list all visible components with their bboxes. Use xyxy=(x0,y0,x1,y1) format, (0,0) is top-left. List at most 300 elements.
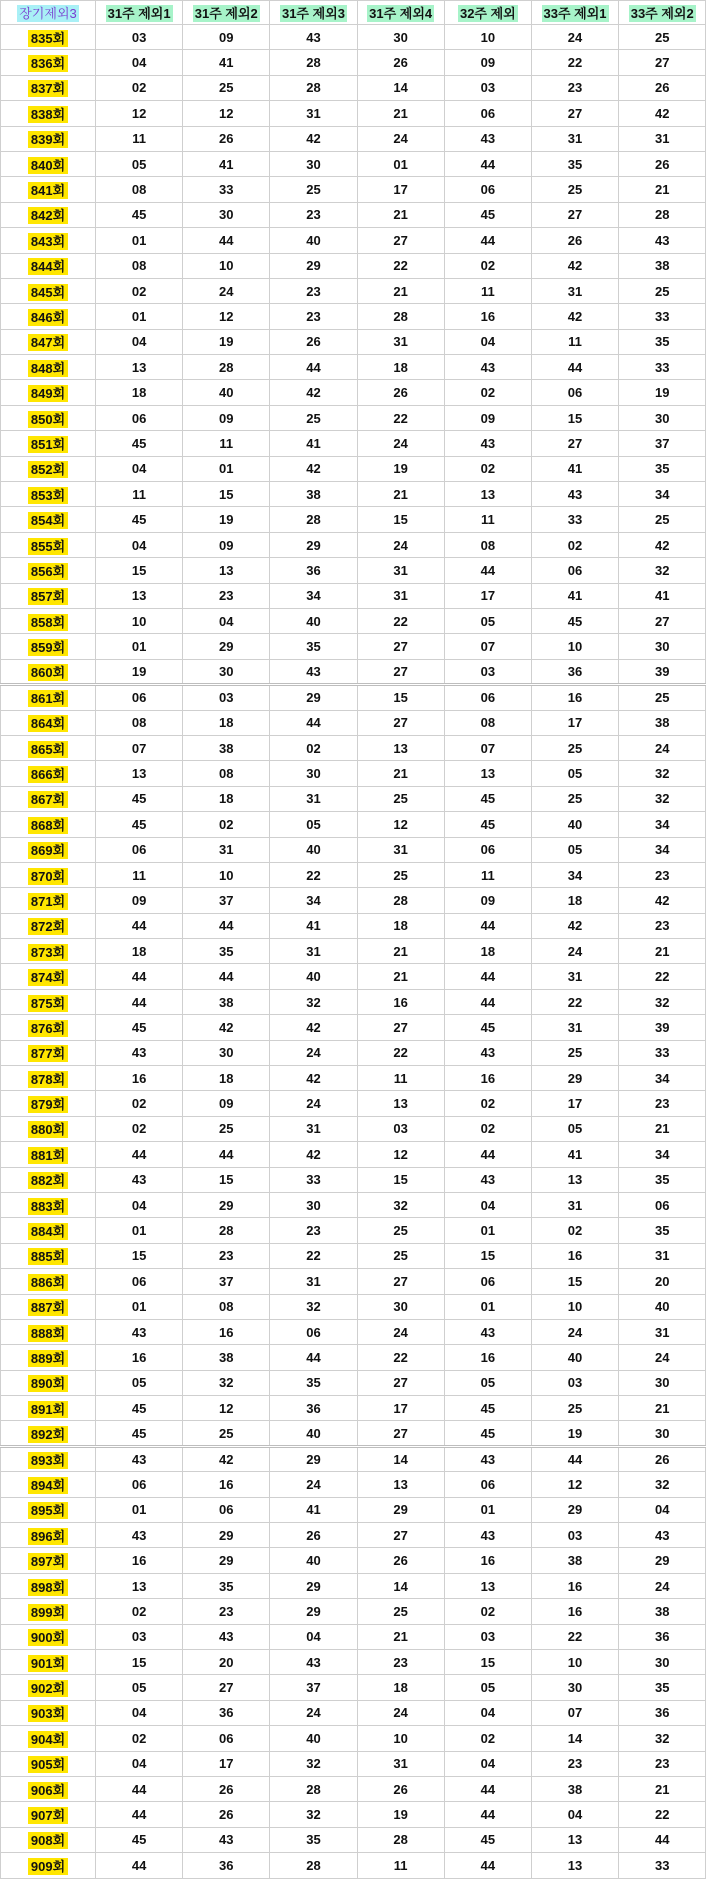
round-cell[interactable] xyxy=(1,1218,96,1243)
number-cell[interactable]: 42 xyxy=(531,913,618,938)
number-cell[interactable]: 27 xyxy=(357,1269,444,1294)
number-cell[interactable]: 11 xyxy=(357,1066,444,1091)
number-cell[interactable]: 13 xyxy=(96,761,183,786)
number-cell[interactable]: 06 xyxy=(96,685,183,710)
number-cell[interactable]: 43 xyxy=(531,482,618,507)
number-cell[interactable]: 38 xyxy=(183,989,270,1014)
number-cell[interactable]: 02 xyxy=(96,1726,183,1751)
number-cell[interactable]: 23 xyxy=(270,202,357,227)
number-cell[interactable]: 09 xyxy=(96,888,183,913)
number-cell[interactable]: 45 xyxy=(96,812,183,837)
number-cell[interactable]: 21 xyxy=(357,482,444,507)
number-cell[interactable]: 21 xyxy=(619,939,706,964)
header-week32-exclude[interactable] xyxy=(444,1,531,25)
number-cell[interactable]: 04 xyxy=(96,456,183,481)
number-cell[interactable]: 31 xyxy=(357,837,444,862)
number-cell[interactable]: 18 xyxy=(531,888,618,913)
number-cell[interactable]: 19 xyxy=(531,1421,618,1446)
round-cell[interactable] xyxy=(1,786,96,811)
number-cell[interactable]: 43 xyxy=(270,659,357,684)
number-cell[interactable]: 43 xyxy=(270,1650,357,1675)
number-cell[interactable]: 24 xyxy=(270,1472,357,1497)
number-cell[interactable]: 44 xyxy=(183,228,270,253)
number-cell[interactable]: 43 xyxy=(270,25,357,50)
number-cell[interactable]: 06 xyxy=(96,837,183,862)
number-cell[interactable]: 01 xyxy=(183,456,270,481)
round-cell[interactable] xyxy=(1,1319,96,1344)
number-cell[interactable]: 44 xyxy=(444,1776,531,1801)
number-cell[interactable]: 35 xyxy=(270,1370,357,1395)
number-cell[interactable]: 04 xyxy=(183,608,270,633)
number-cell[interactable]: 36 xyxy=(531,659,618,684)
number-cell[interactable]: 18 xyxy=(96,939,183,964)
number-cell[interactable]: 26 xyxy=(619,1446,706,1471)
number-cell[interactable]: 26 xyxy=(183,1776,270,1801)
round-cell[interactable] xyxy=(1,1700,96,1725)
number-cell[interactable]: 40 xyxy=(270,964,357,989)
number-cell[interactable]: 30 xyxy=(183,659,270,684)
number-cell[interactable]: 44 xyxy=(96,1853,183,1878)
number-cell[interactable]: 02 xyxy=(444,456,531,481)
number-cell[interactable]: 35 xyxy=(270,1827,357,1852)
round-cell[interactable] xyxy=(1,1573,96,1598)
number-cell[interactable]: 07 xyxy=(96,735,183,760)
number-cell[interactable]: 45 xyxy=(444,202,531,227)
number-cell[interactable]: 27 xyxy=(531,101,618,126)
number-cell[interactable]: 18 xyxy=(357,913,444,938)
number-cell[interactable]: 11 xyxy=(357,1853,444,1878)
number-cell[interactable]: 25 xyxy=(531,735,618,760)
number-cell[interactable]: 26 xyxy=(531,228,618,253)
number-cell[interactable]: 01 xyxy=(96,1497,183,1522)
number-cell[interactable]: 35 xyxy=(619,329,706,354)
number-cell[interactable]: 42 xyxy=(270,456,357,481)
number-cell[interactable]: 29 xyxy=(357,1497,444,1522)
number-cell[interactable]: 13 xyxy=(357,1472,444,1497)
number-cell[interactable]: 23 xyxy=(619,862,706,887)
number-cell[interactable]: 19 xyxy=(619,380,706,405)
number-cell[interactable]: 33 xyxy=(619,355,706,380)
number-cell[interactable]: 35 xyxy=(270,634,357,659)
number-cell[interactable]: 05 xyxy=(444,1370,531,1395)
round-cell[interactable] xyxy=(1,1345,96,1370)
round-cell[interactable] xyxy=(1,735,96,760)
number-cell[interactable]: 25 xyxy=(531,177,618,202)
number-cell[interactable]: 43 xyxy=(444,431,531,456)
number-cell[interactable]: 24 xyxy=(619,735,706,760)
number-cell[interactable]: 22 xyxy=(357,608,444,633)
number-cell[interactable]: 29 xyxy=(183,1523,270,1548)
number-cell[interactable]: 04 xyxy=(444,1192,531,1217)
number-cell[interactable]: 02 xyxy=(531,532,618,557)
round-cell[interactable] xyxy=(1,405,96,430)
number-cell[interactable]: 04 xyxy=(96,50,183,75)
number-cell[interactable]: 45 xyxy=(444,786,531,811)
number-cell[interactable]: 38 xyxy=(183,735,270,760)
number-cell[interactable]: 13 xyxy=(531,1827,618,1852)
number-cell[interactable]: 28 xyxy=(270,75,357,100)
number-cell[interactable]: 31 xyxy=(357,329,444,354)
round-cell[interactable] xyxy=(1,685,96,710)
number-cell[interactable]: 36 xyxy=(270,1396,357,1421)
number-cell[interactable]: 43 xyxy=(444,1446,531,1471)
number-cell[interactable]: 28 xyxy=(183,355,270,380)
number-cell[interactable]: 24 xyxy=(619,1573,706,1598)
number-cell[interactable]: 03 xyxy=(531,1370,618,1395)
number-cell[interactable]: 16 xyxy=(357,989,444,1014)
number-cell[interactable]: 24 xyxy=(531,25,618,50)
number-cell[interactable]: 31 xyxy=(531,126,618,151)
number-cell[interactable]: 31 xyxy=(357,1751,444,1776)
number-cell[interactable]: 43 xyxy=(183,1827,270,1852)
round-cell[interactable] xyxy=(1,431,96,456)
number-cell[interactable]: 27 xyxy=(357,1421,444,1446)
number-cell[interactable]: 15 xyxy=(183,482,270,507)
number-cell[interactable]: 06 xyxy=(444,1472,531,1497)
number-cell[interactable]: 27 xyxy=(357,710,444,735)
number-cell[interactable]: 22 xyxy=(531,1624,618,1649)
number-cell[interactable]: 38 xyxy=(619,1599,706,1624)
number-cell[interactable]: 02 xyxy=(96,1599,183,1624)
number-cell[interactable]: 20 xyxy=(183,1650,270,1675)
number-cell[interactable]: 05 xyxy=(96,1370,183,1395)
number-cell[interactable]: 11 xyxy=(96,862,183,887)
number-cell[interactable]: 34 xyxy=(270,888,357,913)
number-cell[interactable]: 33 xyxy=(531,507,618,532)
number-cell[interactable]: 37 xyxy=(270,1675,357,1700)
number-cell[interactable]: 19 xyxy=(357,456,444,481)
number-cell[interactable]: 13 xyxy=(444,482,531,507)
number-cell[interactable]: 22 xyxy=(270,1243,357,1268)
header-week33-exclude1[interactable] xyxy=(531,1,618,25)
number-cell[interactable]: 12 xyxy=(357,1142,444,1167)
number-cell[interactable]: 30 xyxy=(183,202,270,227)
number-cell[interactable]: 15 xyxy=(357,685,444,710)
number-cell[interactable]: 09 xyxy=(183,532,270,557)
round-cell[interactable] xyxy=(1,1472,96,1497)
number-cell[interactable]: 44 xyxy=(96,989,183,1014)
number-cell[interactable]: 15 xyxy=(444,1650,531,1675)
number-cell[interactable]: 33 xyxy=(619,1853,706,1878)
round-cell[interactable] xyxy=(1,75,96,100)
round-cell[interactable] xyxy=(1,532,96,557)
number-cell[interactable]: 28 xyxy=(357,304,444,329)
number-cell[interactable]: 44 xyxy=(96,1776,183,1801)
number-cell[interactable]: 40 xyxy=(531,1345,618,1370)
number-cell[interactable]: 11 xyxy=(183,431,270,456)
number-cell[interactable]: 06 xyxy=(96,1472,183,1497)
number-cell[interactable]: 43 xyxy=(619,1523,706,1548)
round-cell[interactable] xyxy=(1,989,96,1014)
number-cell[interactable]: 21 xyxy=(357,939,444,964)
number-cell[interactable]: 05 xyxy=(96,1675,183,1700)
number-cell[interactable]: 08 xyxy=(444,710,531,735)
number-cell[interactable]: 10 xyxy=(183,862,270,887)
round-cell[interactable] xyxy=(1,1675,96,1700)
number-cell[interactable]: 03 xyxy=(444,75,531,100)
round-cell[interactable] xyxy=(1,913,96,938)
number-cell[interactable]: 22 xyxy=(357,1040,444,1065)
number-cell[interactable]: 06 xyxy=(96,1269,183,1294)
number-cell[interactable]: 11 xyxy=(444,278,531,303)
number-cell[interactable]: 14 xyxy=(357,75,444,100)
number-cell[interactable]: 03 xyxy=(444,1624,531,1649)
round-cell[interactable] xyxy=(1,278,96,303)
number-cell[interactable]: 01 xyxy=(96,634,183,659)
number-cell[interactable]: 37 xyxy=(183,888,270,913)
number-cell[interactable]: 32 xyxy=(619,558,706,583)
number-cell[interactable]: 16 xyxy=(531,1243,618,1268)
number-cell[interactable]: 01 xyxy=(96,228,183,253)
number-cell[interactable]: 24 xyxy=(357,431,444,456)
number-cell[interactable]: 30 xyxy=(270,1192,357,1217)
number-cell[interactable]: 33 xyxy=(183,177,270,202)
number-cell[interactable]: 21 xyxy=(357,1624,444,1649)
number-cell[interactable]: 08 xyxy=(183,1294,270,1319)
number-cell[interactable]: 44 xyxy=(444,1142,531,1167)
number-cell[interactable]: 32 xyxy=(357,1192,444,1217)
number-cell[interactable]: 22 xyxy=(531,50,618,75)
round-cell[interactable] xyxy=(1,837,96,862)
number-cell[interactable]: 32 xyxy=(270,1294,357,1319)
number-cell[interactable]: 04 xyxy=(96,532,183,557)
number-cell[interactable]: 02 xyxy=(444,1091,531,1116)
number-cell[interactable]: 43 xyxy=(96,1319,183,1344)
round-cell[interactable] xyxy=(1,1192,96,1217)
number-cell[interactable]: 44 xyxy=(183,1142,270,1167)
number-cell[interactable]: 25 xyxy=(270,177,357,202)
number-cell[interactable]: 23 xyxy=(357,1650,444,1675)
number-cell[interactable]: 03 xyxy=(96,25,183,50)
number-cell[interactable]: 29 xyxy=(270,1573,357,1598)
number-cell[interactable]: 26 xyxy=(270,1523,357,1548)
number-cell[interactable]: 27 xyxy=(357,1370,444,1395)
number-cell[interactable]: 44 xyxy=(183,964,270,989)
number-cell[interactable]: 25 xyxy=(531,786,618,811)
number-cell[interactable]: 31 xyxy=(270,939,357,964)
number-cell[interactable]: 42 xyxy=(619,888,706,913)
number-cell[interactable]: 06 xyxy=(96,405,183,430)
number-cell[interactable]: 06 xyxy=(444,837,531,862)
number-cell[interactable]: 01 xyxy=(444,1497,531,1522)
number-cell[interactable]: 25 xyxy=(357,1599,444,1624)
number-cell[interactable]: 38 xyxy=(531,1548,618,1573)
number-cell[interactable]: 03 xyxy=(183,685,270,710)
number-cell[interactable]: 16 xyxy=(531,1599,618,1624)
number-cell[interactable]: 35 xyxy=(619,1167,706,1192)
number-cell[interactable]: 21 xyxy=(357,101,444,126)
number-cell[interactable]: 43 xyxy=(96,1040,183,1065)
number-cell[interactable]: 02 xyxy=(96,75,183,100)
number-cell[interactable]: 30 xyxy=(270,761,357,786)
number-cell[interactable]: 43 xyxy=(444,1167,531,1192)
number-cell[interactable]: 44 xyxy=(619,1827,706,1852)
number-cell[interactable]: 28 xyxy=(619,202,706,227)
number-cell[interactable]: 28 xyxy=(270,50,357,75)
number-cell[interactable]: 41 xyxy=(270,431,357,456)
round-cell[interactable] xyxy=(1,1142,96,1167)
number-cell[interactable]: 44 xyxy=(270,710,357,735)
number-cell[interactable]: 29 xyxy=(183,1548,270,1573)
number-cell[interactable]: 19 xyxy=(357,1802,444,1827)
number-cell[interactable]: 37 xyxy=(183,1269,270,1294)
number-cell[interactable]: 02 xyxy=(444,1599,531,1624)
number-cell[interactable]: 23 xyxy=(619,1751,706,1776)
number-cell[interactable]: 25 xyxy=(357,862,444,887)
number-cell[interactable]: 36 xyxy=(619,1624,706,1649)
number-cell[interactable]: 29 xyxy=(531,1066,618,1091)
number-cell[interactable]: 06 xyxy=(444,685,531,710)
number-cell[interactable]: 13 xyxy=(444,1573,531,1598)
number-cell[interactable]: 42 xyxy=(270,380,357,405)
number-cell[interactable]: 13 xyxy=(357,1091,444,1116)
number-cell[interactable]: 44 xyxy=(531,355,618,380)
number-cell[interactable]: 41 xyxy=(270,913,357,938)
number-cell[interactable]: 45 xyxy=(444,1015,531,1040)
number-cell[interactable]: 02 xyxy=(444,253,531,278)
number-cell[interactable]: 37 xyxy=(619,431,706,456)
header-week31-exclude4[interactable] xyxy=(357,1,444,25)
number-cell[interactable]: 06 xyxy=(270,1319,357,1344)
number-cell[interactable]: 06 xyxy=(183,1497,270,1522)
round-cell[interactable] xyxy=(1,634,96,659)
number-cell[interactable]: 09 xyxy=(183,405,270,430)
number-cell[interactable]: 17 xyxy=(531,710,618,735)
number-cell[interactable]: 10 xyxy=(183,253,270,278)
number-cell[interactable]: 31 xyxy=(531,1015,618,1040)
number-cell[interactable]: 22 xyxy=(357,1345,444,1370)
number-cell[interactable]: 25 xyxy=(619,278,706,303)
number-cell[interactable]: 26 xyxy=(270,329,357,354)
number-cell[interactable]: 44 xyxy=(96,964,183,989)
number-cell[interactable]: 40 xyxy=(531,812,618,837)
number-cell[interactable]: 25 xyxy=(531,1396,618,1421)
number-cell[interactable]: 31 xyxy=(619,1319,706,1344)
number-cell[interactable]: 44 xyxy=(444,228,531,253)
number-cell[interactable]: 44 xyxy=(444,1802,531,1827)
number-cell[interactable]: 23 xyxy=(531,1751,618,1776)
number-cell[interactable]: 19 xyxy=(183,507,270,532)
header-long-term-exclude[interactable] xyxy=(1,1,96,25)
number-cell[interactable]: 26 xyxy=(619,75,706,100)
number-cell[interactable]: 31 xyxy=(270,1116,357,1141)
round-cell[interactable] xyxy=(1,1497,96,1522)
number-cell[interactable]: 23 xyxy=(270,304,357,329)
number-cell[interactable]: 44 xyxy=(531,1446,618,1471)
number-cell[interactable]: 42 xyxy=(531,253,618,278)
number-cell[interactable]: 21 xyxy=(357,278,444,303)
number-cell[interactable]: 44 xyxy=(444,151,531,176)
number-cell[interactable]: 30 xyxy=(619,405,706,430)
number-cell[interactable]: 17 xyxy=(531,1091,618,1116)
number-cell[interactable]: 27 xyxy=(357,659,444,684)
number-cell[interactable]: 31 xyxy=(357,558,444,583)
number-cell[interactable]: 44 xyxy=(444,913,531,938)
number-cell[interactable]: 11 xyxy=(444,507,531,532)
number-cell[interactable]: 18 xyxy=(183,786,270,811)
number-cell[interactable]: 04 xyxy=(444,329,531,354)
number-cell[interactable]: 31 xyxy=(270,1269,357,1294)
number-cell[interactable]: 27 xyxy=(357,1523,444,1548)
number-cell[interactable]: 45 xyxy=(96,431,183,456)
number-cell[interactable]: 45 xyxy=(96,1421,183,1446)
number-cell[interactable]: 16 xyxy=(444,1548,531,1573)
number-cell[interactable]: 05 xyxy=(531,837,618,862)
number-cell[interactable]: 11 xyxy=(96,482,183,507)
number-cell[interactable]: 31 xyxy=(619,1243,706,1268)
number-cell[interactable]: 35 xyxy=(183,1573,270,1598)
number-cell[interactable]: 30 xyxy=(619,1421,706,1446)
number-cell[interactable]: 42 xyxy=(183,1446,270,1471)
number-cell[interactable]: 27 xyxy=(531,202,618,227)
number-cell[interactable]: 31 xyxy=(619,126,706,151)
round-cell[interactable] xyxy=(1,151,96,176)
number-cell[interactable]: 35 xyxy=(183,939,270,964)
round-cell[interactable] xyxy=(1,761,96,786)
number-cell[interactable]: 15 xyxy=(96,1243,183,1268)
round-cell[interactable] xyxy=(1,1624,96,1649)
number-cell[interactable]: 30 xyxy=(619,1370,706,1395)
number-cell[interactable]: 28 xyxy=(270,1853,357,1878)
number-cell[interactable]: 24 xyxy=(357,1700,444,1725)
number-cell[interactable]: 41 xyxy=(183,50,270,75)
number-cell[interactable]: 32 xyxy=(619,786,706,811)
round-cell[interactable] xyxy=(1,1802,96,1827)
number-cell[interactable]: 03 xyxy=(531,1523,618,1548)
number-cell[interactable]: 32 xyxy=(619,1726,706,1751)
number-cell[interactable]: 30 xyxy=(619,1650,706,1675)
number-cell[interactable]: 43 xyxy=(619,228,706,253)
number-cell[interactable]: 19 xyxy=(183,329,270,354)
number-cell[interactable]: 21 xyxy=(619,1116,706,1141)
number-cell[interactable]: 44 xyxy=(96,1802,183,1827)
number-cell[interactable]: 43 xyxy=(96,1523,183,1548)
number-cell[interactable]: 34 xyxy=(531,862,618,887)
number-cell[interactable]: 40 xyxy=(270,1726,357,1751)
round-cell[interactable] xyxy=(1,1040,96,1065)
number-cell[interactable]: 43 xyxy=(444,126,531,151)
number-cell[interactable]: 25 xyxy=(619,25,706,50)
number-cell[interactable]: 29 xyxy=(270,253,357,278)
number-cell[interactable]: 15 xyxy=(444,1243,531,1268)
number-cell[interactable]: 40 xyxy=(270,1548,357,1573)
number-cell[interactable]: 01 xyxy=(357,151,444,176)
number-cell[interactable]: 17 xyxy=(357,177,444,202)
number-cell[interactable]: 36 xyxy=(270,558,357,583)
number-cell[interactable]: 27 xyxy=(183,1675,270,1700)
number-cell[interactable]: 34 xyxy=(619,837,706,862)
number-cell[interactable]: 40 xyxy=(183,380,270,405)
round-cell[interactable] xyxy=(1,1269,96,1294)
number-cell[interactable]: 15 xyxy=(531,405,618,430)
number-cell[interactable]: 42 xyxy=(270,1066,357,1091)
number-cell[interactable]: 42 xyxy=(619,532,706,557)
number-cell[interactable]: 17 xyxy=(444,583,531,608)
number-cell[interactable]: 25 xyxy=(531,1040,618,1065)
number-cell[interactable]: 11 xyxy=(531,329,618,354)
number-cell[interactable]: 24 xyxy=(357,1319,444,1344)
number-cell[interactable]: 12 xyxy=(96,101,183,126)
number-cell[interactable]: 26 xyxy=(357,50,444,75)
number-cell[interactable]: 16 xyxy=(96,1548,183,1573)
number-cell[interactable]: 26 xyxy=(357,380,444,405)
number-cell[interactable]: 45 xyxy=(96,1015,183,1040)
number-cell[interactable]: 09 xyxy=(444,888,531,913)
number-cell[interactable]: 13 xyxy=(183,558,270,583)
number-cell[interactable]: 20 xyxy=(619,1269,706,1294)
number-cell[interactable]: 04 xyxy=(96,1751,183,1776)
round-cell[interactable] xyxy=(1,1548,96,1573)
